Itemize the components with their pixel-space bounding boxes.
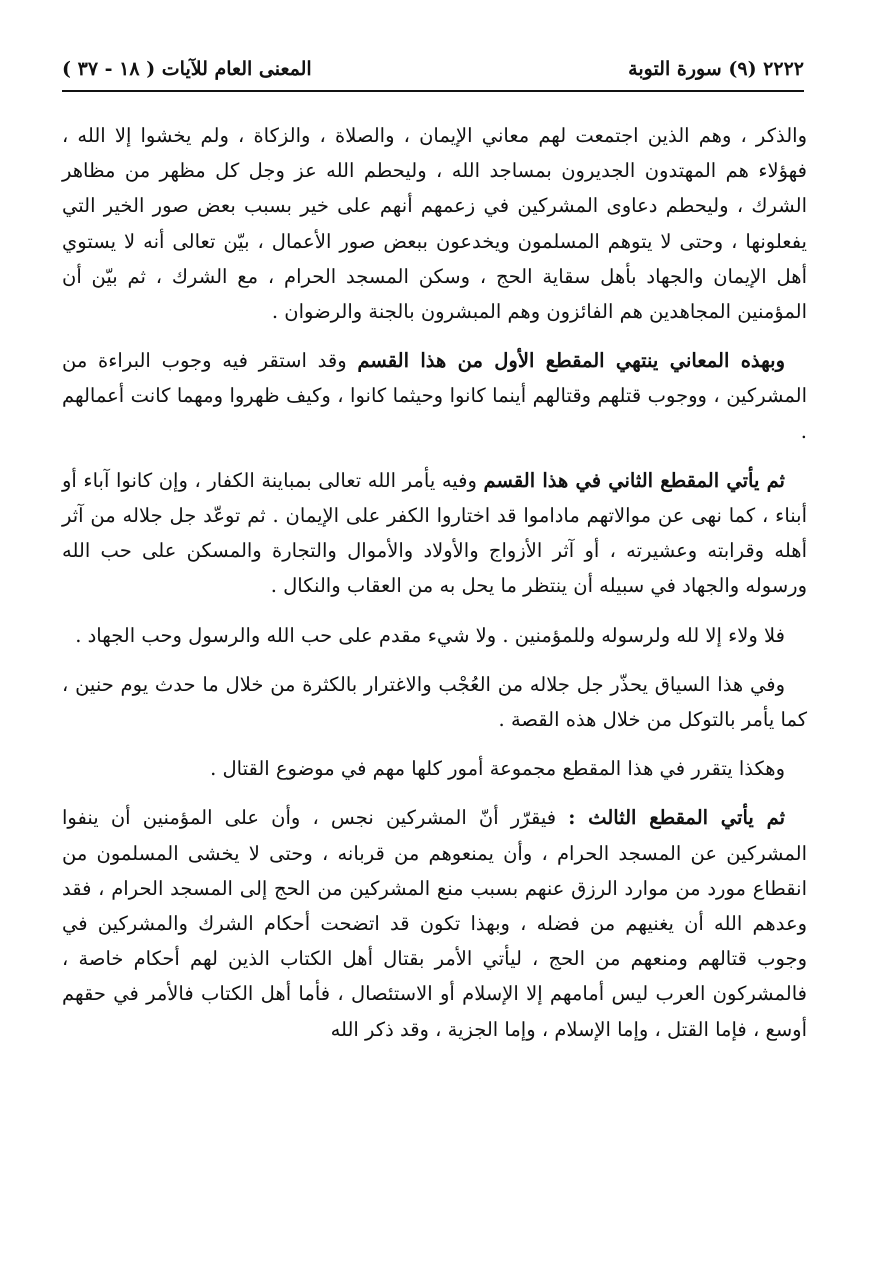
paragraph-lead: ثم يأتي المقطع الثاني في هذا القسم [483,468,785,492]
paragraph-text: وهكذا يتقرر في هذا المقطع مجموعة أمور كلها مهم في موضوع القتال . [210,757,785,781]
paragraph-text: وفيه يأمر الله تعالى بمباينة الكفار ، وإن كانوا آباء أو أبناء ، كما نهى عن موالاتهم ماداموا قد اختاروا الكفر على الإيمان . ثم توعّد جل جلاله من آثر أهله وقرابته وعشيرته ، أو آثر الأزواج والأولاد والأموال والتجارة والمسكن على حب الله ورسوله والجهاد في سبيله أن ينتظر ما يحل به من العقاب والنكال . [62,468,807,598]
paragraph-text: فلا ولاء إلا لله ولرسوله وللمؤمنين . ولا شيء مقدم على حب الله والرسول وحب الجهاد . [75,623,785,647]
paragraph-lead: ثم يأتي المقطع الثالث : [568,806,786,830]
section-title: المعنى العام للآيات ( ١٨ - ٣٧ ) [62,58,312,80]
paragraph-text: فيقرّر أنّ المشركين نجس ، وأن على المؤمنين أن ينفوا المشركين عن المسجد الحرام ، وأن يمنعوهم من قربانه ، وحتى لا يخشى المسلمون من انقطاع مورد من موارد الرزق عنهم بسبب منع المشركين من الحج إلى المسجد الحرام ، فقد وعدهم الله أن يغنيهم من فضله ، وبهذا تكون قد اتضحت أحكام الشرك والمشركين في وجوب قتالهم ومنعهم من الحج ، ليأتي الأمر بقتال أهل الكتاب الذين لهم أحكام خاصة ، فالمشركون العرب ليس أمامهم إلا الإسلام أو الاستئصال ، فأما أهل الكتاب فالأمر في حقهم أوسع ، فإما القتل ، وإما الإسلام ، وإما الجزية ، وقد ذكر الله [62,806,807,1041]
paragraph-text: وفي هذا السياق يحذّر جل جلاله من العُجْب والاغترار بالكثرة من خلال ما حدث يوم حنين ، كما يأمر بالتوكل من خلال هذه القصة . [62,672,807,732]
page-header [62,52,804,92]
paragraph-lead: وبهذه المعاني ينتهي المقطع الأول من هذا القسم [357,349,785,373]
paragraph-text: والذكر ، وهم الذين اجتمعت لهم معاني الإيمان ، والصلاة ، والزكاة ، ولم يخشوا إلا الله ، فهؤلاء هم المهتدون الجديرون بمساجد الله ، وليحطم الله عز وجل كل مظهر من مظاهر الشرك ، وليحطم دعاوى المشركين في زعمهم أنهم على خير بسبب بعض صور الخير التي يفعلونها ، وحتى لا يتوهم المسلمون ويخدعون ببعض صور الأعمال ، بيّن تعالى أنه لا يستوي أهل الإيمان والجهاد بأهل سقاية الحج ، وسكن المسجد الحرام ، مع الشرك ، ثم بيّن أن المؤمنين المجاهدين هم الفائزون وهم المبشرون بالجنة والرضوان . [62,124,807,324]
body-text [62,118,807,1061]
paragraph [62,118,807,329]
header-rule [62,90,804,92]
paragraph [62,800,807,1046]
paragraph-text: وقد استقر فيه وجوب البراءة من المشركين ، ووجوب قتلهم وقتالهم أينما كانوا وحيثما كانوا ، وكيف ظهروا ومهما كانت أعمالهم . [62,349,807,443]
paragraph [62,751,807,786]
page-number-surah: ٢٢٢٢ (٩) سورة التوبة [628,58,804,80]
paragraph [62,463,807,604]
paragraph [62,667,807,737]
paragraph [62,343,807,449]
paragraph [62,618,807,653]
